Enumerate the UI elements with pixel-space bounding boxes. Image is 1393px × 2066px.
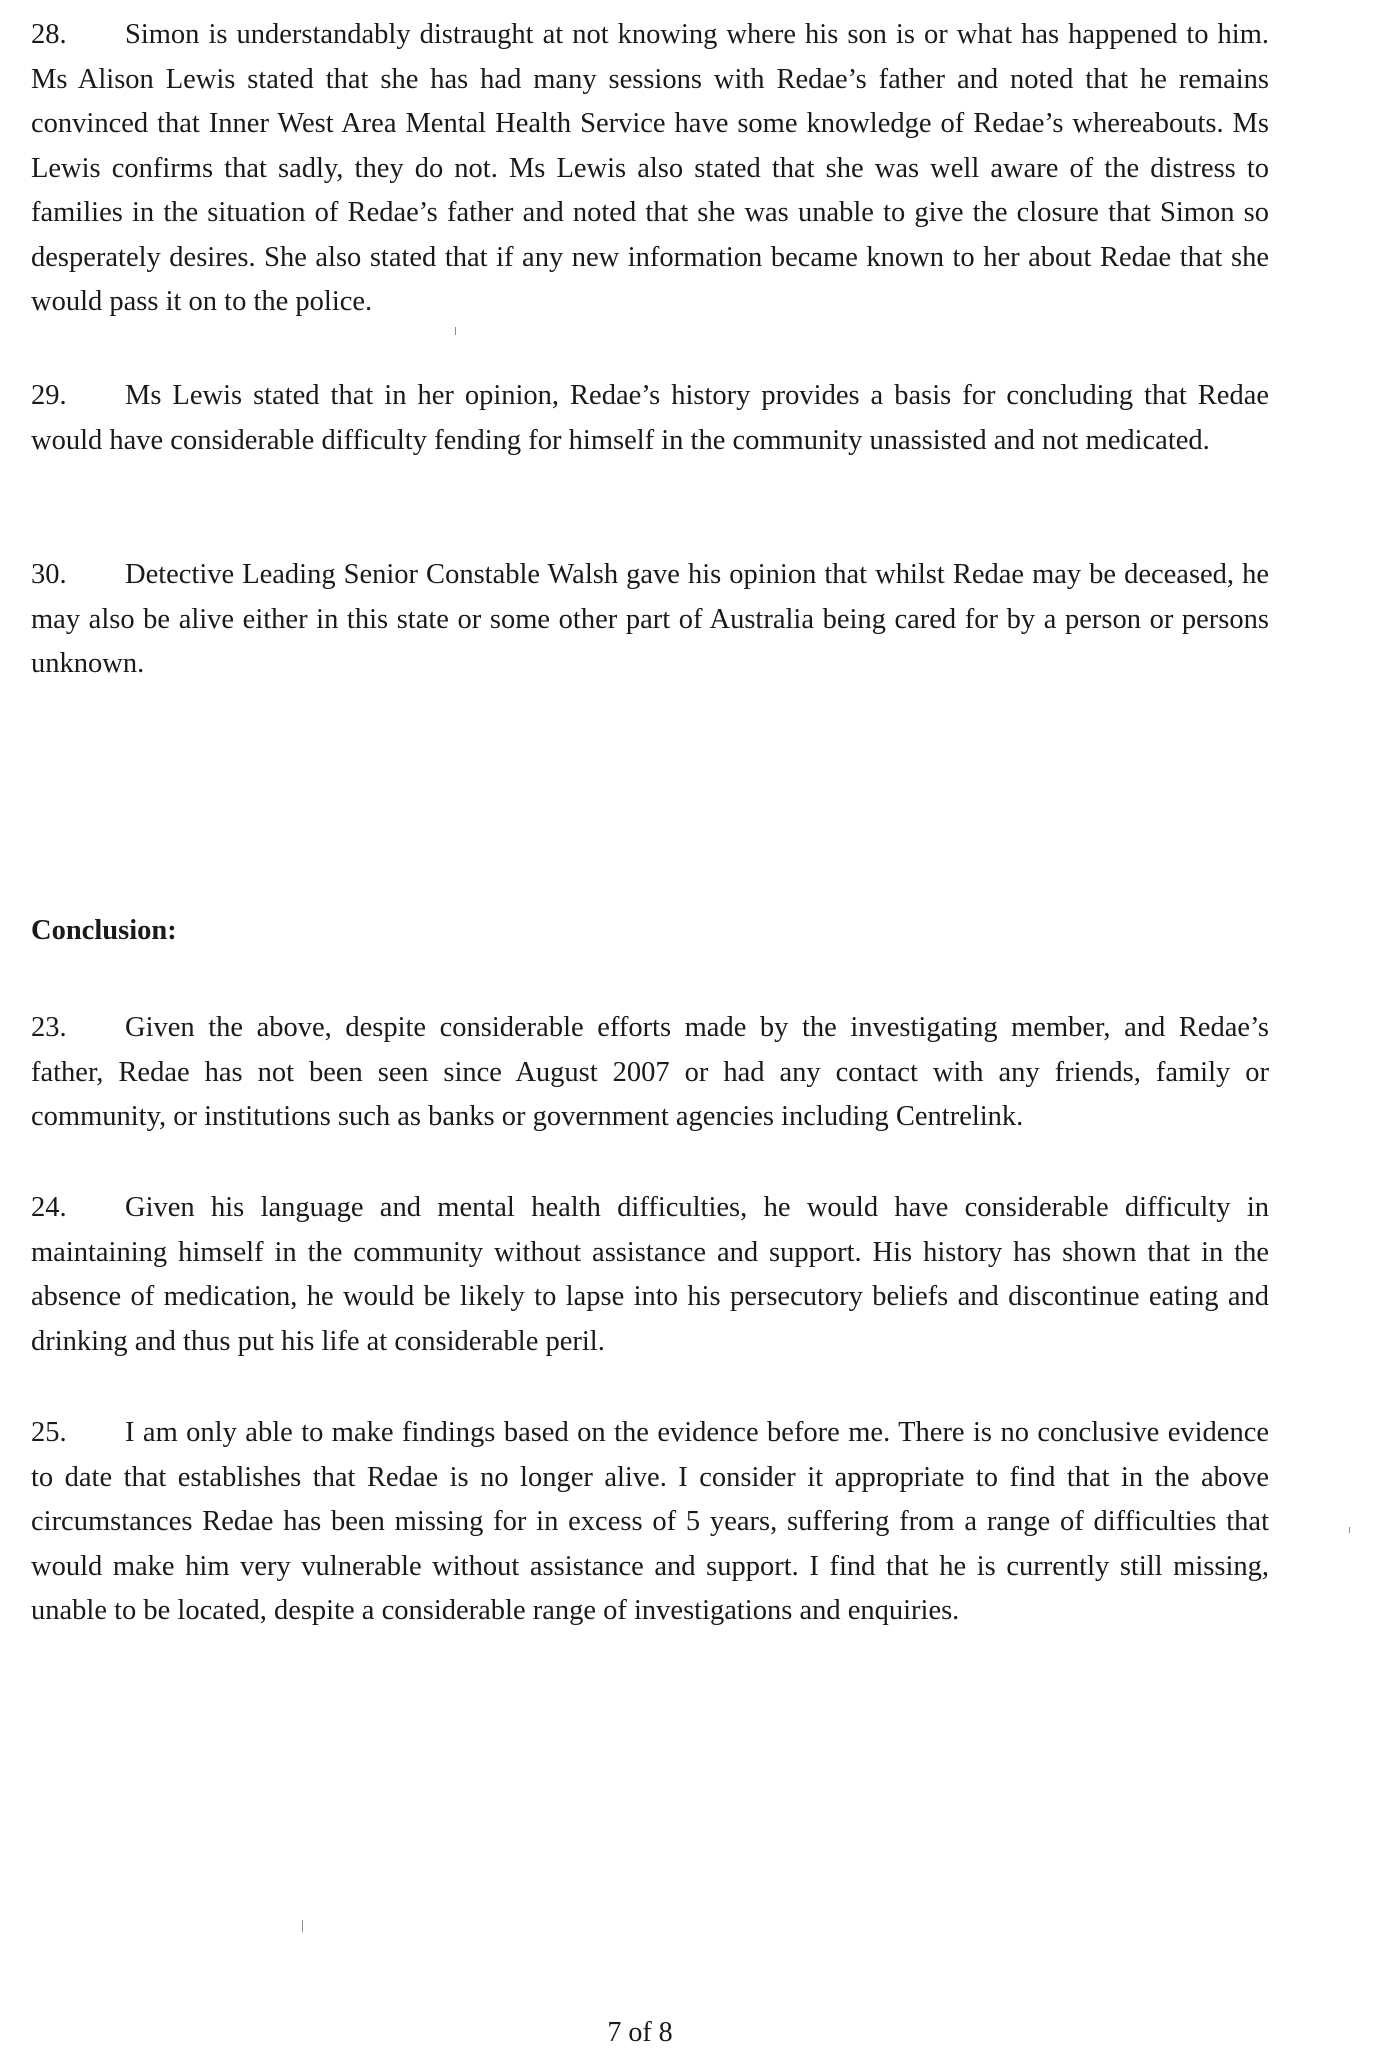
- scan-speck: [1349, 1527, 1350, 1533]
- paragraph-text: Given the above, despite considerable efforts made by the investigating member, and Redae’s father, Redae has not been seen since August 2007 or had any contact with any friends, family or community, or institutions such as banks or government agencies including Centrelink.: [31, 1012, 1269, 1132]
- paragraph-23: [31, 1006, 1269, 1140]
- paragraph-number: 29.: [31, 380, 67, 411]
- paragraph-25: [31, 1411, 1269, 1634]
- paragraph-number: 30.: [31, 559, 67, 590]
- paragraph-text: Given his language and mental health difficulties, he would have considerable difficulty in maintaining himself in the community without assistance and support. His history has shown that in the absence of medication, he would be likely to lapse into his persecutory beliefs and discontinue eating and drinking and thus put his life at considerable peril.: [31, 1192, 1269, 1357]
- paragraph-number: 23.: [31, 1012, 67, 1043]
- scan-speck: [302, 1920, 303, 1932]
- paragraph-text: Ms Lewis stated that in her opinion, Redae’s history provides a basis for concluding that Redae would have considerable difficulty fending for himself in the community unassisted and not medicated.: [31, 380, 1269, 456]
- paragraph-text: Detective Leading Senior Constable Walsh gave his opinion that whilst Redae may be deceased, he may also be alive either in this state or some other part of Australia being cared for by a person or persons unknown.: [31, 559, 1269, 679]
- paragraph-29: [31, 374, 1269, 463]
- paragraph-number: 25.: [31, 1417, 67, 1448]
- paragraph-text: Simon is understandably distraught at not knowing where his son is or what has happened to him. Ms Alison Lewis stated that she has had many sessions with Redae’s father and noted that he remains convinced that Inner West Area Mental Health Service have some knowledge of Redae’s whereabouts. Ms Lewis confirms that sadly, they do not. Ms Lewis also stated that she was well aware of the distress to families in the situation of Redae’s father and noted that she was unable to give the closure that Simon so desperately desires. She also stated that if any new information became known to her about Redae that she would pass it on to the police.: [31, 19, 1269, 317]
- paragraph-number: 24.: [31, 1192, 67, 1223]
- paragraph-28: [31, 13, 1269, 325]
- scan-speck: [455, 327, 456, 335]
- conclusion-heading: Conclusion:: [31, 915, 177, 946]
- paragraph-30: [31, 553, 1269, 687]
- paragraph-24: [31, 1186, 1269, 1364]
- page-number: 7 of 8: [607, 2017, 673, 2048]
- paragraph-number: 28.: [31, 19, 67, 50]
- paragraph-text: I am only able to make findings based on the evidence before me. There is no conclusive evidence to date that establishes that Redae is no longer alive. I consider it appropriate to find that in the above circumstances Redae has been missing for in excess of 5 years, suffering from a range of difficulties that would make him very vulnerable without assistance and support. I find that he is currently still missing, unable to be located, despite a considerable range of investigations and enquiries.: [31, 1417, 1269, 1626]
